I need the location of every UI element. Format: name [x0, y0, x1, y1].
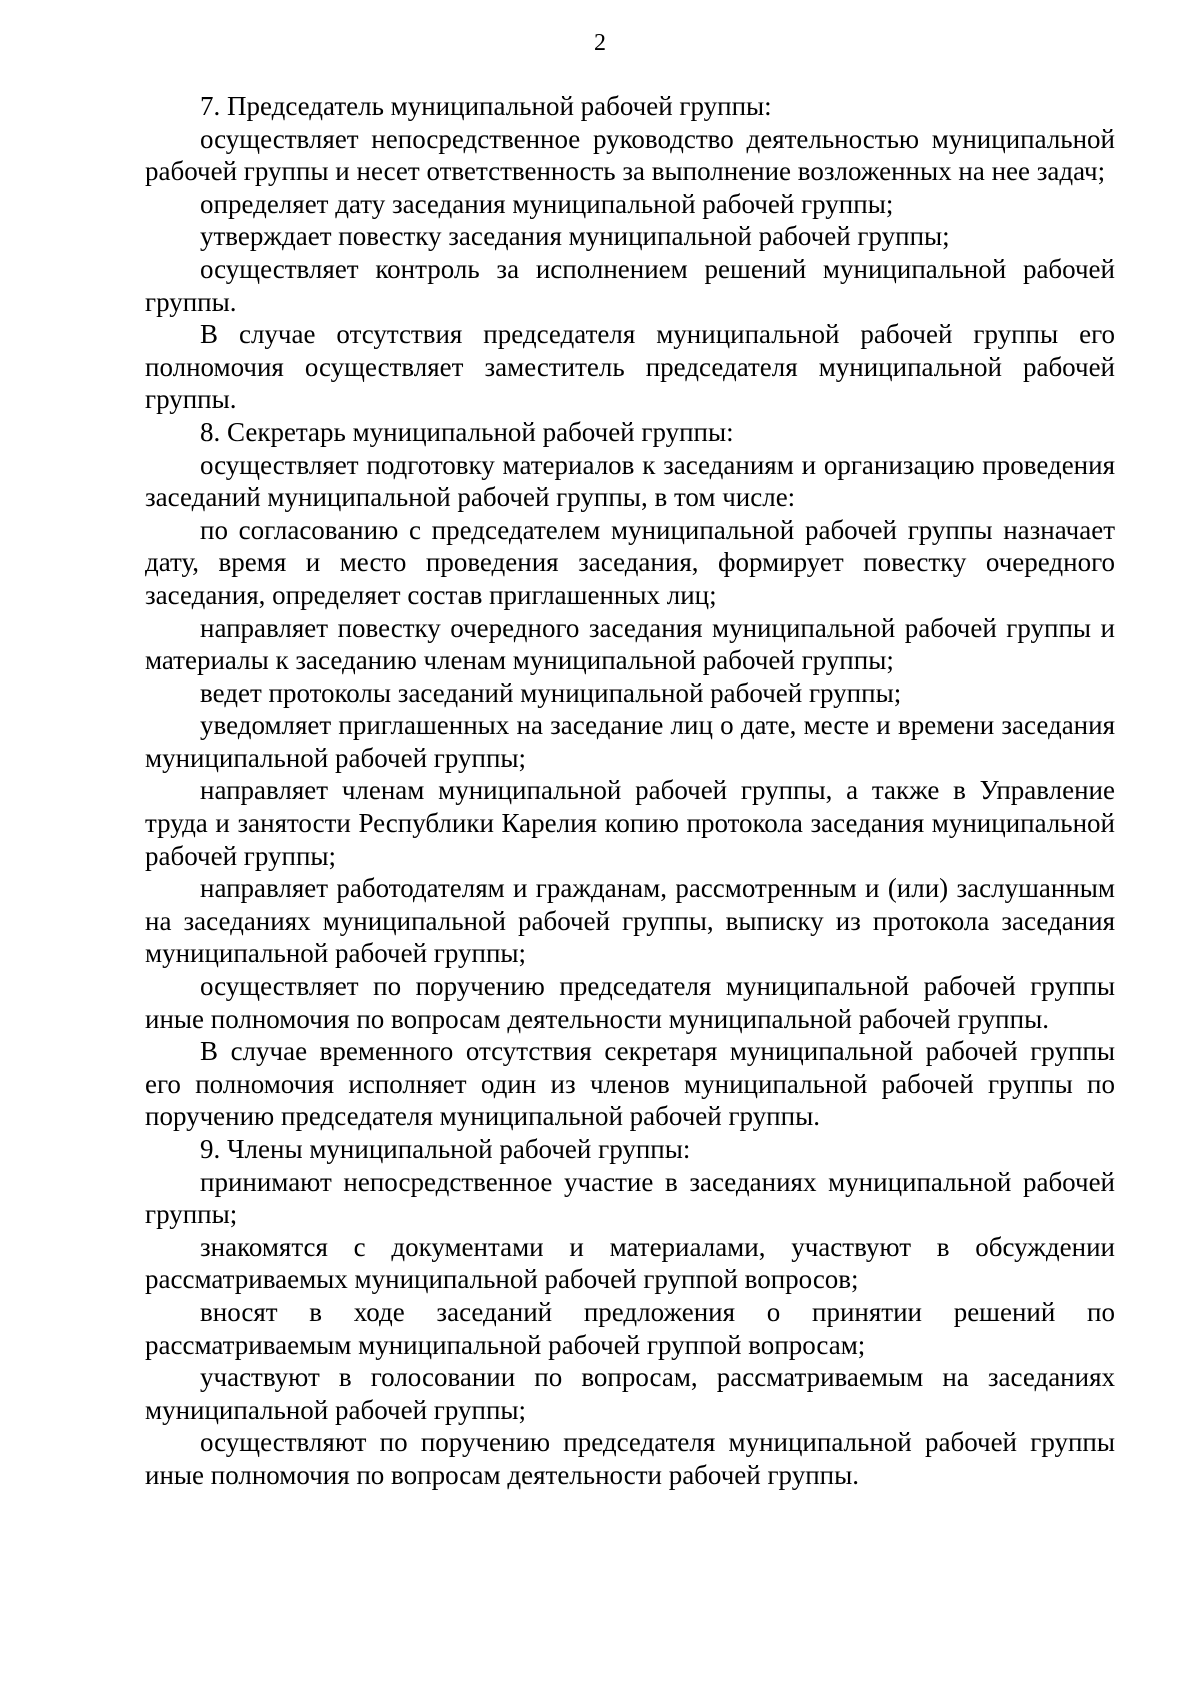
page-number: 2: [594, 30, 606, 56]
paragraph: направляет работодателям и гражданам, рассмотренным и (или) заслушанным на заседаниях муниципальной рабочей группы, выписку из протокола заседания муниципальной рабочей группы;: [145, 873, 1115, 969]
paragraph: принимают непосредственное участие в заседаниях муниципальной рабочей группы;: [145, 1166, 1115, 1230]
paragraph-9-heading: 9. Члены муниципальной рабочей группы:: [200, 1134, 691, 1164]
paragraph: по согласованию с председателем муниципальной рабочей группы назначает дату, время и место проведения заседания, формирует повестку очередного заседания, определяет состав приглашенных лиц;: [145, 514, 1115, 610]
paragraph: ведет протоколы заседаний муниципальной рабочей группы;: [200, 677, 902, 708]
paragraph-8-heading: 8. Секретарь муниципальной рабочей группы:: [200, 416, 734, 447]
paragraph: утверждает повестку заседания муниципальной рабочей группы;: [200, 221, 950, 252]
paragraph: осуществляет по поручению председателя муниципальной рабочей группы иные полномочия по вопросам деятельности муниципальной рабочей группы.: [145, 971, 1115, 1034]
paragraph: осуществляет подготовку материалов к заседаниям и организацию проведения заседаний муниципальной рабочей группы, в том числе:: [145, 449, 1115, 513]
document-body: [145, 90, 1115, 1492]
paragraph: направляет членам муниципальной рабочей группы, а также в Управление труда и занятости Республики Карелия копию протокола заседания муниципальной рабочей группы;: [145, 775, 1115, 871]
paragraph: В случае временного отсутствия секретаря муниципальной рабочей группы его полномочия исполняет один из членов муниципальной рабочей группы по поручению председателя муниципальной рабочей группы.: [145, 1036, 1115, 1132]
paragraph: знакомятся с документами и материалами, участвуют в обсуждении рассматриваемых муниципальной рабочей группой вопросов;: [145, 1231, 1115, 1295]
paragraph: уведомляет приглашенных на заседание лиц о дате, месте и времени заседания муниципальной рабочей группы;: [145, 710, 1115, 773]
paragraph: осуществляют по поручению председателя муниципальной рабочей группы иные полномочия по вопросам деятельности рабочей группы.: [145, 1427, 1115, 1490]
paragraph: участвуют в голосовании по вопросам, рассматриваемым на заседаниях муниципальной рабочей группы;: [145, 1362, 1115, 1425]
paragraph: направляет повестку очередного заседания муниципальной рабочей группы и материалы к заседанию членам муниципальной рабочей группы;: [145, 612, 1115, 676]
paragraph: В случае отсутствия председателя муниципальной рабочей группы его полномочия осуществляет заместитель председателя муниципальной рабочей группы.: [145, 319, 1115, 415]
paragraph: вносят в ходе заседаний предложения о принятии решений по рассматриваемым муниципальной рабочей группой вопросам;: [145, 1296, 1115, 1360]
paragraph: осуществляет контроль за исполнением решений муниципальной рабочей группы.: [145, 253, 1115, 317]
paragraph: осуществляет непосредственное руководство деятельностью муниципальной рабочей группы и несет ответственность за выполнение возложенных на нее задач;: [145, 123, 1115, 187]
paragraph: определяет дату заседания муниципальной рабочей группы;: [200, 188, 894, 219]
paragraph-7-heading: 7. Председатель муниципальной рабочей группы:: [200, 91, 772, 121]
